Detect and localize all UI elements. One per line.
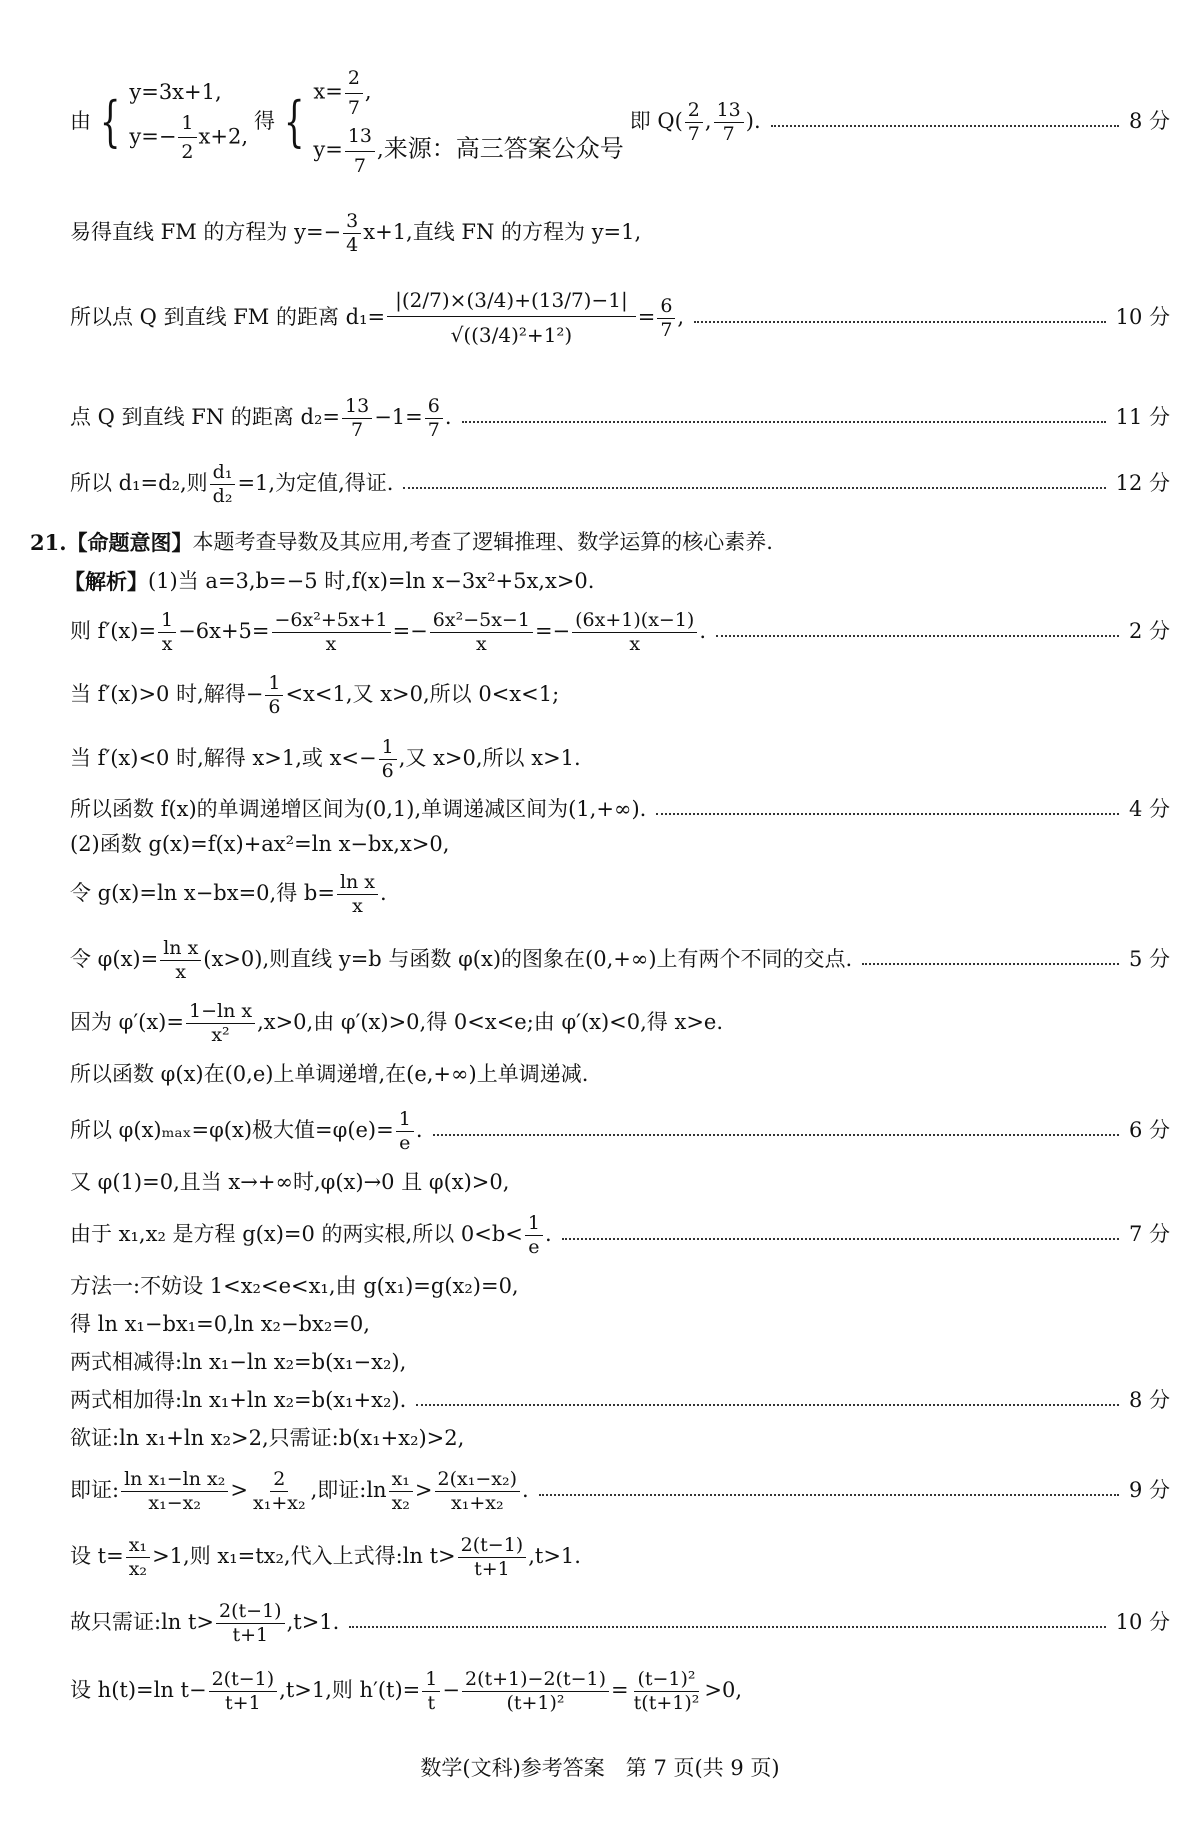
- text: >1,则 x₁=tx₂,代入上式得:ln t>: [152, 1544, 456, 1569]
- fraction: $\frac{\text{6x²−5x−1}}{x}$: [430, 609, 533, 656]
- text: 所以函数 φ(x)在(0,e)上单调递增,在(e,+∞)上单调递减.: [70, 1062, 589, 1087]
- line-system: [70, 67, 1170, 177]
- brace-left: {: [99, 90, 121, 153]
- score: 2 分: [1128, 619, 1170, 644]
- text: (x>0),则直线 y=b 与函数 φ(x)的图象在(0,+∞)上有两个不同的交点.: [203, 947, 853, 972]
- line-increasing: [70, 668, 1170, 722]
- line-add: [70, 1386, 1170, 1416]
- fraction: $\frac{2(t-1)}{t+1}$: [209, 1668, 278, 1715]
- question-number: 21.: [30, 530, 67, 556]
- text: 两式相减得:ln x₁−ln x₂=b(x₁−x₂),: [70, 1350, 407, 1375]
- fraction: $\frac{\text{x₁}}{\text{x₂}}$: [126, 1534, 150, 1581]
- fraction: $\frac{\text{ln x}}{x}$: [337, 871, 378, 918]
- fraction: $\frac{\text{ln x}}{x}$: [160, 937, 201, 984]
- line-substitute: [70, 1528, 1170, 1586]
- fraction: $\frac{(6x+1)(x-1)}{x}$: [572, 609, 697, 656]
- text: 得: [254, 109, 275, 134]
- fraction: $\frac{\text{1−ln x}}{\text{x²}}$: [186, 1000, 255, 1047]
- line-phi-max: [70, 1104, 1170, 1158]
- text: .: [380, 881, 387, 906]
- text: −: [442, 1678, 460, 1703]
- section-tag: 【解析】: [64, 569, 148, 595]
- text: 又 φ(1)=0,且当 x→+∞时,φ(x)→0 且 φ(x)>0,: [70, 1170, 510, 1195]
- text: (1)当 a=3,b=−5 时,f(x)=ln x−3x²+5x,x>0.: [148, 569, 595, 594]
- distance-fraction: $\frac{|(2/7)\times(3/4)+(13/7)-1|}{\text{√((3/4)²+1²)}}$: [387, 284, 636, 353]
- fraction: $\frac{6}{7}$: [657, 295, 675, 342]
- score: 11 分: [1115, 405, 1170, 430]
- equation: x= $\frac{2}{7}$ ,: [313, 64, 623, 122]
- question-21-intent: [30, 528, 1170, 558]
- text: >: [230, 1478, 248, 1503]
- text: 当 f′(x)<0 时,解得 x>1,或 x<−: [70, 746, 377, 771]
- text: 所以函数 f(x)的单调递增区间为(0,1),单调递减区间为(1,+∞).: [70, 797, 647, 822]
- text: 故只需证:ln t>: [70, 1610, 215, 1635]
- text: 设 t=: [70, 1544, 124, 1569]
- text: 所以 d₁=d₂,则: [70, 471, 208, 496]
- line-phi-derivative: [70, 996, 1170, 1050]
- score: 7 分: [1128, 1222, 1170, 1247]
- line-fm-fn: [70, 208, 1170, 258]
- dot-leader: [862, 963, 1119, 965]
- line-phi-limit: [70, 1168, 1170, 1198]
- dot-leader: [656, 813, 1119, 815]
- text: >0,: [704, 1678, 743, 1703]
- fraction: $\frac{2(t-1)}{t+1}$: [458, 1534, 527, 1581]
- text: =1,为定值,得证.: [237, 471, 394, 496]
- fraction: $\frac{1}{6}$: [265, 672, 283, 719]
- line-equivalent: [70, 1462, 1170, 1520]
- text: 令 g(x)=ln x−bx=0,得 b=: [70, 881, 335, 906]
- line-phi-monotonic: [70, 1060, 1170, 1090]
- text: 因为 φ′(x)=: [70, 1010, 184, 1035]
- text: −6x+5=: [178, 619, 270, 644]
- line-distance-d1: [70, 268, 1170, 368]
- text: 则 f′(x)=: [70, 619, 157, 644]
- text: 即证:: [70, 1478, 120, 1503]
- text: 所以点 Q 到直线 FM 的距离 d₁=: [70, 305, 386, 330]
- score: 5 分: [1128, 947, 1170, 972]
- dot-leader: [716, 635, 1119, 637]
- text: .: [522, 1478, 529, 1503]
- text: ,t>1.: [528, 1544, 581, 1569]
- text: 点 Q 到直线 FN 的距离 d₂=: [70, 405, 340, 430]
- text: ,t>1.: [286, 1610, 340, 1635]
- text: ,又 x>0,所以 x>1.: [398, 746, 581, 771]
- text: −1=: [374, 405, 423, 430]
- dot-leader: [562, 1238, 1119, 1240]
- line-part2: [70, 830, 1170, 860]
- fraction: $\frac{\text{2(x₁−x₂)}}{\text{x₁+x₂}}$: [435, 1468, 521, 1515]
- text: 由: [70, 109, 91, 134]
- text: 欲证:ln x₁+ln x₂>2,只需证:b(x₁+x₂)>2,: [70, 1426, 465, 1451]
- dot-leader: [694, 321, 1106, 323]
- score: 9 分: [1128, 1478, 1170, 1503]
- text: <x<1,又 x>0,所以 0<x<1;: [285, 682, 560, 707]
- text: 易得直线 FM 的方程为 y=− $\frac{3}{4}$ x+1,直线 FN 的方程为 y=1,: [70, 209, 642, 256]
- score: 10 分: [1115, 1610, 1170, 1635]
- fraction: $\frac{\text{d₁}}{\text{d₂}}$: [210, 461, 236, 508]
- line-phi: [70, 933, 1170, 987]
- dot-leader: [539, 1494, 1119, 1496]
- score: 12 分: [1115, 471, 1170, 496]
- line-decreasing: [70, 732, 1170, 786]
- section-tag: 【命题意图】: [66, 530, 193, 556]
- equation-system: [129, 77, 248, 167]
- line-subtract: [70, 1348, 1170, 1378]
- text: 当 f′(x)>0 时,解得−: [70, 682, 264, 707]
- text: .: [699, 619, 707, 644]
- brace-left: {: [283, 90, 305, 153]
- text: .: [415, 1118, 423, 1143]
- fraction: $\frac{1}{e}$: [396, 1108, 414, 1155]
- equation: y=3x+1,: [129, 80, 222, 105]
- dot-leader: [771, 125, 1119, 127]
- text: =−: [392, 619, 428, 644]
- source-watermark: 来源：高三答案公众号: [383, 134, 624, 163]
- text: ,: [677, 305, 685, 330]
- text: ,t>1,则 h′(t)=: [279, 1678, 421, 1703]
- page-footer: 数学(文科)参考答案 第 7 页(共 9 页): [420, 1756, 780, 1780]
- text: 由于 x₁,x₂ 是方程 g(x)=0 的两实根,所以 0<b<: [70, 1222, 523, 1247]
- score: 10 分: [1115, 305, 1170, 330]
- text: (2)函数 g(x)=f(x)+ax²=ln x−bx,x>0,: [70, 832, 450, 857]
- score: 4 分: [1128, 797, 1170, 822]
- fraction: $\frac{13}{7}$: [342, 395, 372, 442]
- text: 得 ln x₁−bx₁=0,ln x₂−bx₂=0,: [70, 1312, 370, 1337]
- text: 两式相加得:ln x₁+ln x₂=b(x₁+x₂).: [70, 1388, 407, 1413]
- text: .: [544, 1222, 552, 1247]
- fraction: $\frac{1}{t}$: [422, 1668, 440, 1715]
- equation: y=− $\frac{1}{2}$ x+2,: [129, 109, 248, 167]
- line-derivative: [70, 603, 1170, 661]
- text: =−: [534, 619, 571, 644]
- fraction: $\frac{\text{x₁}}{\text{x₂}}$: [389, 1468, 413, 1515]
- line-b-range: [70, 1208, 1170, 1262]
- text: =: [637, 305, 656, 330]
- text: ,x>0,由 φ′(x)>0,得 0<x<e;由 φ′(x)<0,得 x>e.: [257, 1010, 724, 1035]
- dot-leader: [433, 1134, 1119, 1136]
- line-h-derivative: [70, 1660, 1170, 1722]
- fraction: $\frac{2(t+1)-2(t-1)}{\text{(t+1)²}}$: [462, 1668, 609, 1715]
- text: 本题考查导数及其应用,考查了逻辑推理、数学运算的核心素养.: [192, 530, 773, 555]
- text: 方法一:不妨设 1<x₂<e<x₁,由 g(x₁)=g(x₂)=0,: [70, 1274, 519, 1299]
- dot-leader: [462, 421, 1106, 423]
- dot-leader: [416, 1404, 1119, 1406]
- fraction: $\frac{6}{7}$: [425, 395, 443, 442]
- text: 令 φ(x)=: [70, 947, 159, 972]
- text: >: [414, 1478, 433, 1503]
- fraction: $\frac{\text{−6x²+5x+1}}{x}$: [272, 609, 391, 656]
- line-method1: [70, 1272, 1170, 1302]
- line-only-prove: [70, 1594, 1170, 1652]
- dot-leader: [403, 487, 1105, 489]
- dot-leader: [349, 1626, 1105, 1628]
- text: 设 h(t)=ln t−: [70, 1678, 207, 1703]
- fraction: $\frac{2(t-1)}{t+1}$: [216, 1600, 285, 1647]
- point-q: 即 Q( $\frac{2}{7}$ , $\frac{13}{7}$ ).: [629, 98, 761, 145]
- text: =: [611, 1678, 629, 1703]
- analysis-part1: [64, 567, 1170, 597]
- score: 6 分: [1128, 1118, 1170, 1143]
- line-g-zero: [70, 867, 1170, 921]
- fraction: $\frac{1}{6}$: [379, 736, 397, 783]
- line-monotonic: [70, 795, 1170, 825]
- line-to-prove: [70, 1424, 1170, 1454]
- fraction: $\frac{\text{(t−1)²}}{\text{t(t+1)²}}$: [633, 1667, 700, 1714]
- text: ,即证:ln: [310, 1478, 387, 1503]
- fraction: $\frac{\text{ln x₁−ln x₂}}{\text{x₁−x₂}}$: [121, 1468, 228, 1515]
- line-equations: [70, 1310, 1170, 1340]
- score: 8 分: [1128, 1388, 1170, 1413]
- equation: y= $\frac{13}{7}$ ,来源：高三答案公众号: [313, 122, 623, 180]
- solution-system: [313, 64, 623, 180]
- fraction: $\frac{1}{e}$: [525, 1212, 543, 1259]
- text: .: [444, 405, 452, 430]
- score: 8 分: [1128, 109, 1170, 134]
- line-distance-d2: [70, 392, 1170, 444]
- fraction: $\frac{1}{x}$: [158, 609, 176, 656]
- fraction: $\frac{2}{\text{x₁+x₂}}$: [252, 1467, 306, 1514]
- line-conclusion: [70, 458, 1170, 510]
- text: 所以 φ(x)ₘₐₓ=φ(x)极大值=φ(e)=: [70, 1118, 394, 1143]
